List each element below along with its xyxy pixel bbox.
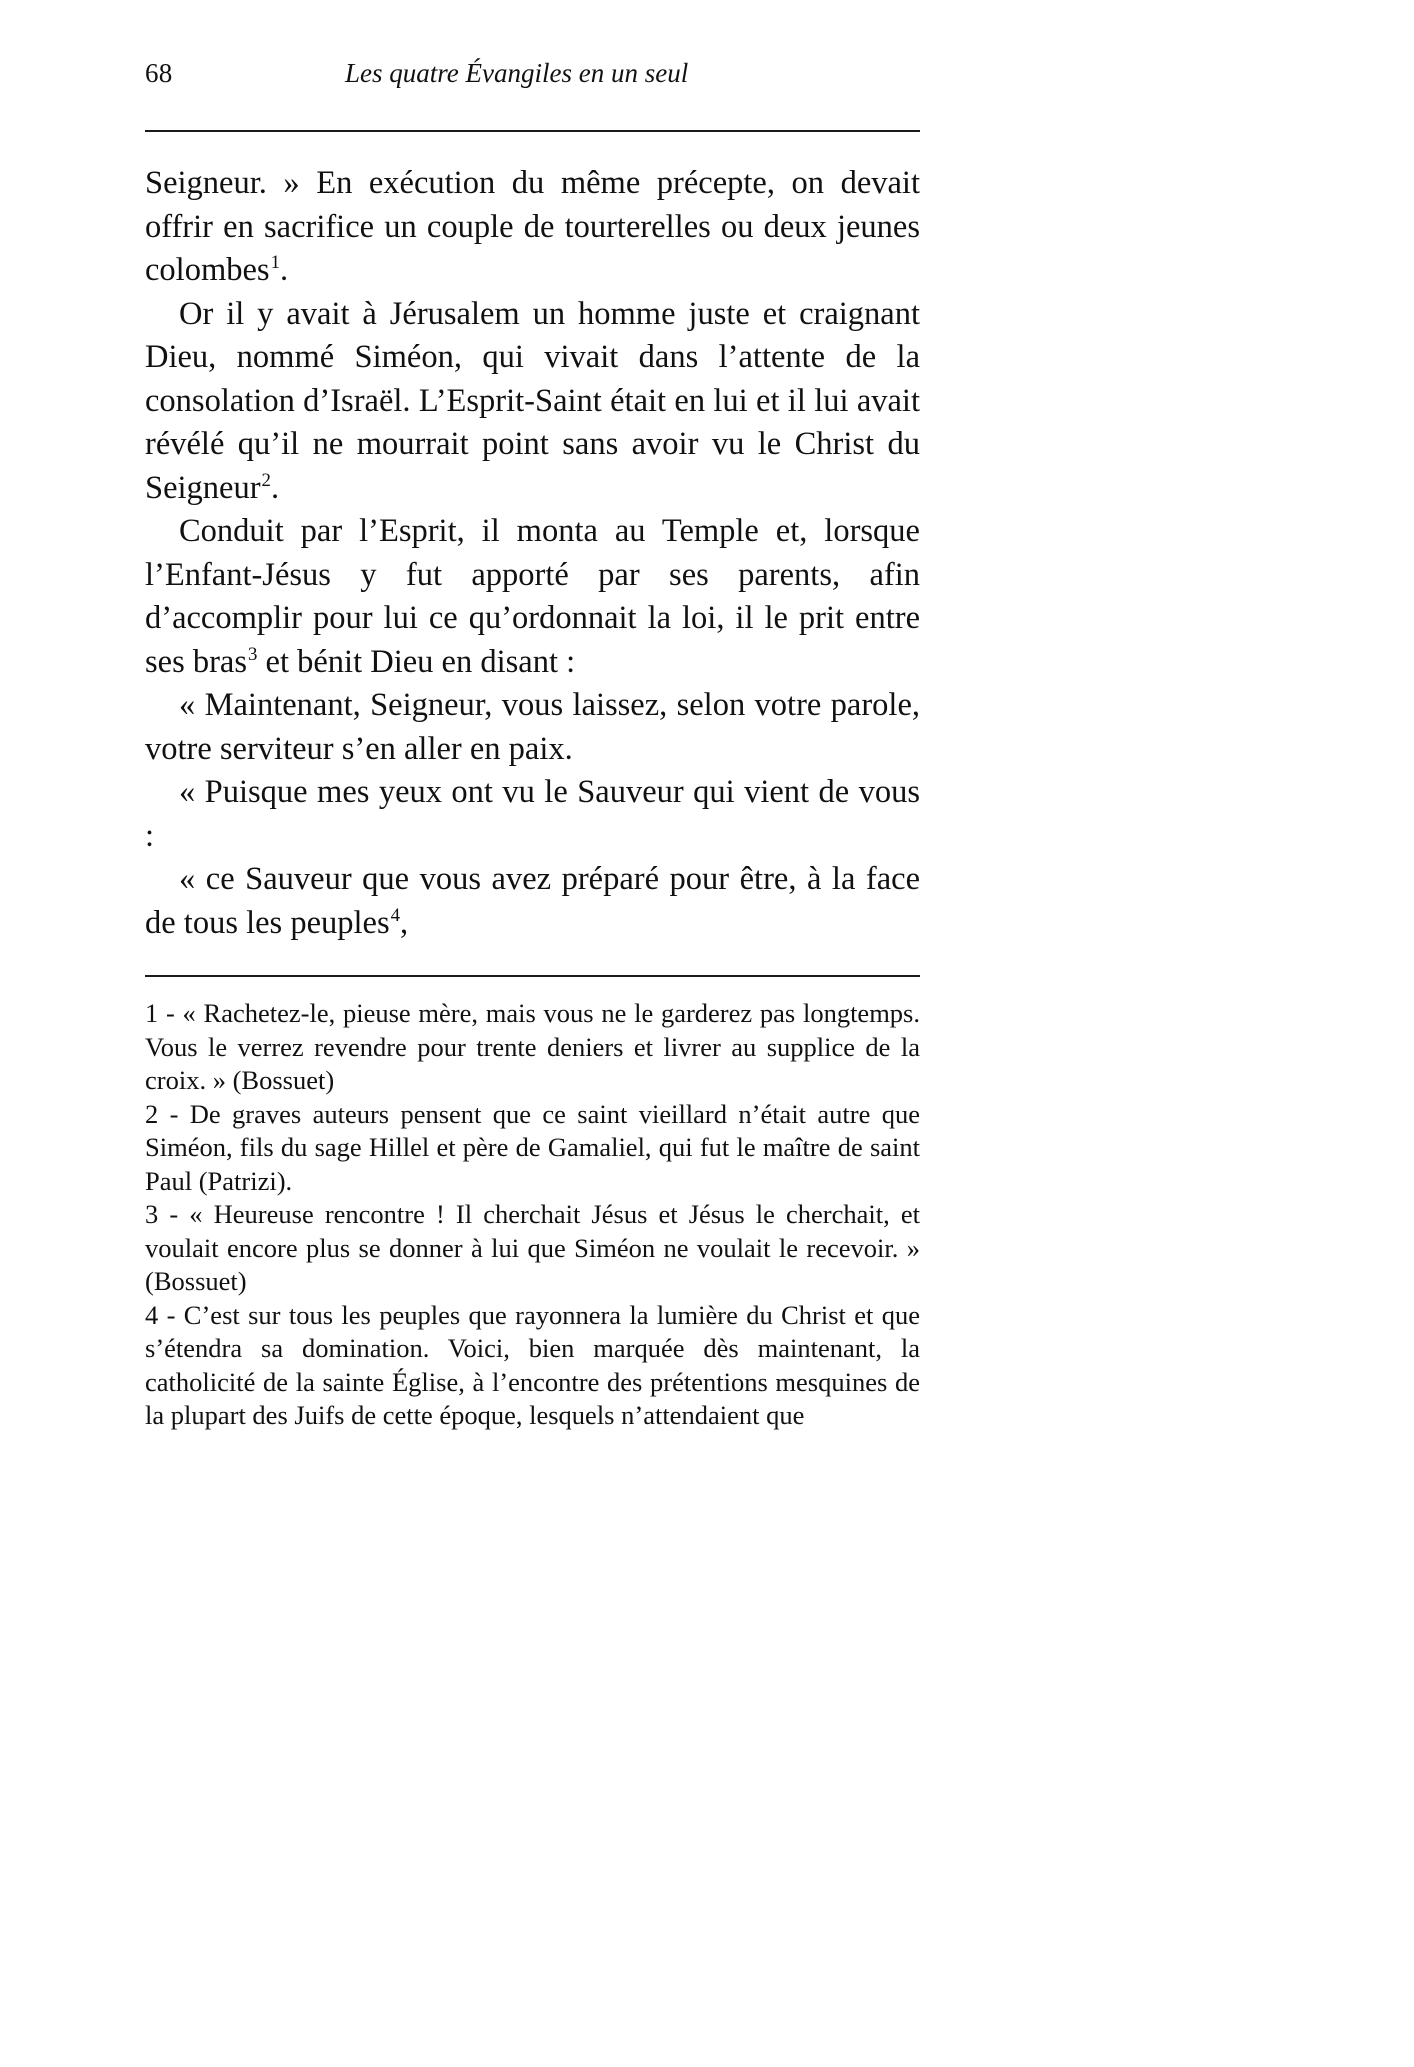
footnote-marker-1[interactable]: 1 [270, 252, 280, 274]
paragraph-text: « Puisque mes yeux ont vu le Sauveur qui vient de vous : [145, 774, 920, 854]
paragraph [145, 293, 920, 511]
book-title: Les quatre Évangiles en un seul [345, 58, 689, 88]
paragraph [145, 162, 920, 293]
paragraph [145, 510, 920, 684]
paragraph-tail: et bénit Dieu en disant : [257, 643, 576, 680]
page-content [145, 0, 920, 1433]
paragraph-text: Conduit par l’Esprit, il monta au Temple et, lorsque l’Enfant-Jésus y fut apporté par ses parents, afin d’accomplir pour lui ce qu’ordonnait la loi, il le prit entre ses bras [145, 513, 920, 680]
paragraph [145, 858, 920, 945]
footnote-item: 2 - De graves auteurs pensent que ce saint vieillard n’était autre que Siméon, fils du sage Hillel et père de Gamaliel, qui fut le maître de saint Paul (Patrizi). [145, 1098, 920, 1196]
paragraph-tail: , [400, 904, 409, 941]
paragraph-tail: . [279, 252, 289, 288]
header-rule [145, 130, 920, 132]
footnote-list [145, 997, 920, 1433]
paragraph [145, 771, 920, 858]
paragraph-text: Or il y avait à Jérusalem un homme juste et craignant Dieu, nommé Siméon, qui vivait dans l’attente de la consolation d’Israël. L’Esprit-Saint était en lui et il lui avait révélé qu’il ne mourrait point sans avoir vu le Christ du Seigneur [145, 295, 920, 506]
footnote-marker-3[interactable]: 3 [248, 643, 258, 665]
paragraph [145, 684, 920, 771]
body-text [145, 162, 920, 945]
footnote-item: 3 - « Heureuse rencontre ! Il cherchait Jésus et Jésus le cherchait, et voulait encore plus se donner à lui que Siméon ne voulait le recevoir. » (Bossuet) [145, 1199, 920, 1296]
page-number: 68 [145, 58, 173, 88]
paragraph-tail: . [270, 469, 280, 506]
paragraph-text: Seigneur. » En exécution du même précepte, on devait offrir en sacrifice un couple de tourterelles ou deux jeunes colombes [145, 165, 920, 288]
footnote-marker-2[interactable]: 2 [261, 469, 271, 491]
footnote-item: 1 - « Rachetez-le, pieuse mère, mais vous ne le garderez pas longtemps. Vous le verrez revendre pour trente deniers et livrer au supplice de la croix. » (Bossuet) [145, 998, 920, 1095]
running-head [145, 0, 920, 118]
footnote-item: 4 - C’est sur tous les peuples que rayonnera la lumière du Christ et que s’étendra sa domination. Voici, bien marquée dès maintenant, la catholicité de la sainte Église, à l’encontre des prétentions mesquines de la plupart des Juifs de cette époque, lesquels n’attendaient que [145, 1299, 920, 1430]
paragraph-text: « Maintenant, Seigneur, vous laissez, selon votre parole, votre serviteur s’en aller en paix. [145, 687, 920, 767]
footnote-separator-rule [145, 975, 920, 977]
footnote-marker-4[interactable]: 4 [390, 904, 401, 926]
paragraph-text: « ce Sauveur que vous avez préparé pour être, à la face de tous les peuples [145, 861, 920, 941]
